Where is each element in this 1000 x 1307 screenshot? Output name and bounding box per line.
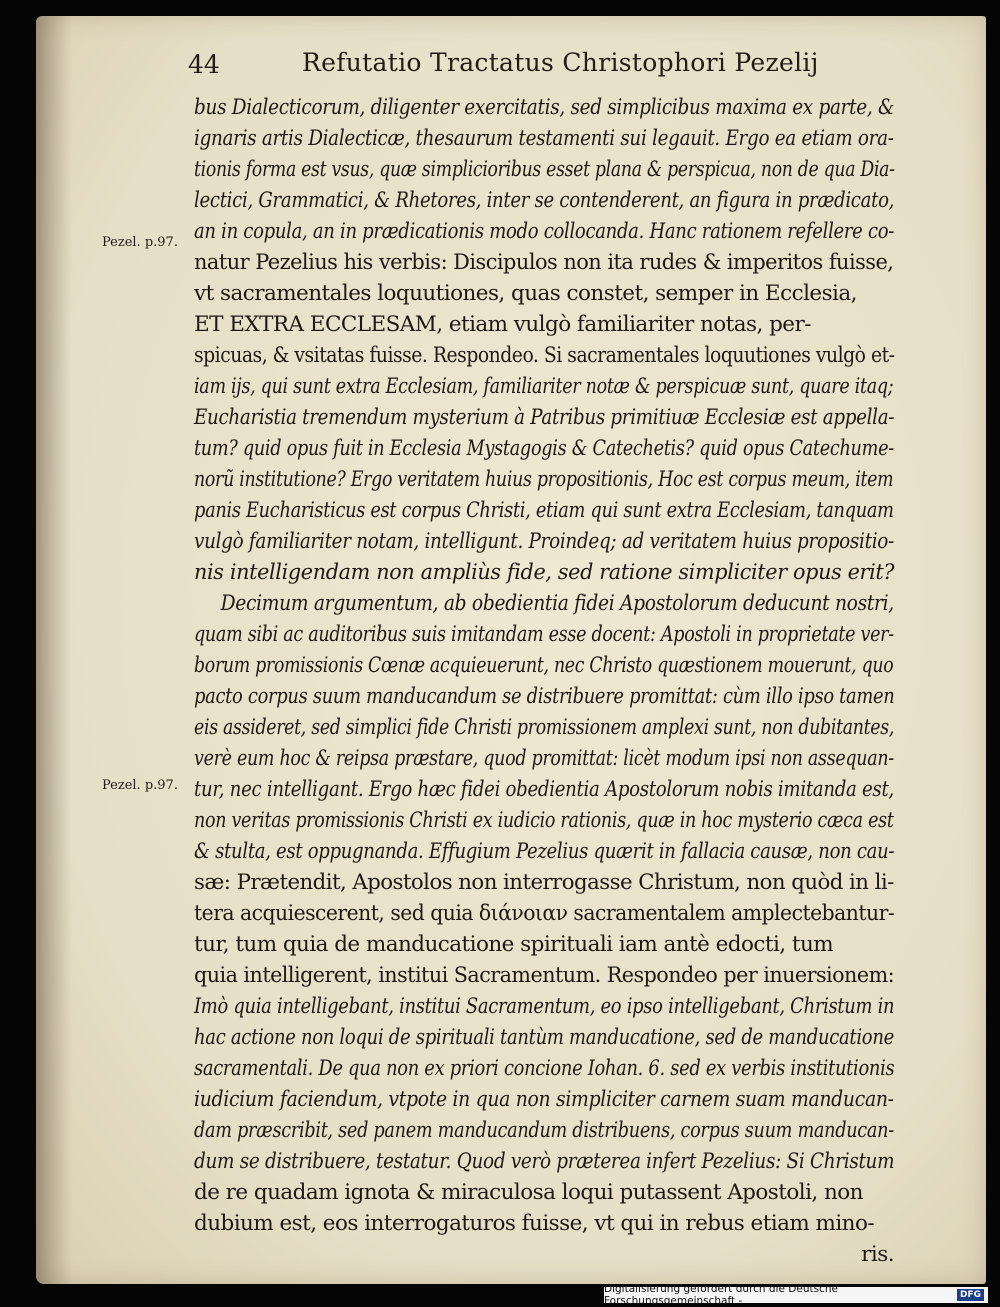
text-line: verè eum hoc & reipsa præstare, quod promittat: licèt modum ipsi non assequan- [194, 746, 894, 770]
text-line: vt sacramentales loquutiones, quas constet, semper in Ecclesia, [194, 281, 857, 306]
text-line: spicuas, & vsitatas fuisse. Respondeo. Si sacramentales loquutiones vulgò et- [194, 343, 895, 368]
digitization-footer [604, 1283, 988, 1307]
text-line: natur Pezelius his verbis: Discipulos non ita rudes & imperitos fuisse, [194, 250, 894, 275]
text-line: an in copula, an in prædicationis modo collocanda. Hanc rationem refellere co- [194, 219, 895, 243]
text-line: Decimum argumentum, ab obedientia fidei Apostolorum deducunt nostri, [220, 591, 894, 615]
text-line: & stulta, est oppugnanda. Effugium Pezelius quærit in fallacia causæ, non cau- [194, 839, 895, 863]
text-line: bus Dialecticorum, diligenter exercitatis, sed simplicibus maxima ex parte, & [194, 95, 895, 119]
text-line: norũ institutione? Ergo veritatem huius propositionis, Hoc est corpus meum, item [194, 467, 894, 491]
text-line: panis Eucharisticus est corpus Christi, etiam qui sunt extra Ecclesiam, tanquam [194, 498, 894, 522]
text-line: tur, tum quia de manducatione spirituali iam antè edocti, tum [194, 932, 834, 957]
text-line: eis assideret, sed simplici fide Christi promissionem amplexi sunt, non dubitantes, [194, 715, 895, 739]
text-line: Imò quia intelligebant, institui Sacramentum, eo ipso intelligebant, Christum in [194, 994, 895, 1018]
margin-note: Pezel. p.97. [102, 235, 178, 250]
text-line: non veritas promissionis Christi ex iudicio rationis, quæ in hoc mysterio cæca est [194, 808, 894, 832]
running-title: Refutatio Tractatus Christophori Pezelij [302, 48, 819, 77]
text-line: dum se distribuere, testatur. Quod verò præterea infert Pezelius: Si Christum [194, 1149, 895, 1173]
text-line: quia intelligerent, institui Sacramentum. Respondeo per inuersionem: [194, 963, 895, 988]
text-line: sacramentali. De qua non ex priori concione Iohan. 6. sed ex verbis institutionis [194, 1056, 895, 1080]
text-line: hac actione non loqui de spirituali tantùm manducatione, sed de manducatione [194, 1025, 894, 1049]
text-line: pacto corpus suum manducandum se distribuere promittat: cùm illo ipso tamen [194, 684, 895, 708]
footer-text: Digitalisierung gefördert durch die Deutsche Forschungsgemeinschaft - [604, 1283, 838, 1307]
text-line: tum? quid opus fuit in Ecclesia Mystagogis & Catechetis? quid opus Catechume- [194, 436, 894, 460]
text-line: de re quadam ignota & miraculosa loqui putassent Apostoli, non [194, 1180, 863, 1205]
page-number: 44 [188, 50, 220, 79]
body-text [194, 92, 894, 1270]
catchword: ris. [861, 1242, 894, 1267]
dfg-logo-icon: DFG [957, 1289, 984, 1301]
page-spine-shadow [36, 16, 72, 1284]
text-line: iudicium faciendum, vtpote in qua non simpliciter carnem suam manducan- [194, 1087, 894, 1111]
text-line: tionis forma est vsus, quæ simplicioribus esset plana & perspicua, non de qua Dia- [194, 157, 895, 181]
page-header [188, 48, 819, 88]
text-line: nis intelligendam non ampliùs fide, sed ratione simpliciter opus erit? [194, 560, 895, 584]
margin-note: Pezel. p.97. [102, 778, 178, 793]
text-line: borum promissionis Cœnæ acquieuerunt, nec Christo quæstionem mouerunt, quo [194, 653, 894, 677]
text-line: quam sibi ac auditoribus suis imitandam esse docent: Apostoli in proprietate ver- [194, 622, 894, 646]
text-line: sæ: Prætendit, Apostolos non interrogasse Christum, non quòd in li- [194, 870, 894, 895]
text-line: iam ijs, qui sunt extra Ecclesiam, familiariter notæ & perspicuæ sunt, quare itaq; [194, 374, 894, 398]
text-line: vulgò familiariter notam, intelligunt. Proindeq; ad veritatem huius propositio- [194, 529, 894, 553]
text-line: ET EXTRA ECCLESAM, etiam vulgò familiariter notas, per- [194, 312, 811, 337]
text-line: dubium est, eos interrogaturos fuisse, vt qui in rebus etiam mino- [194, 1211, 875, 1236]
text-line: lectici, Grammatici, & Rhetores, inter se contenderent, an figura in prædicato, [194, 188, 895, 212]
text-line: Eucharistia tremendum mysterium à Patribus primitiuæ Ecclesiæ est appella- [194, 405, 895, 429]
text-line: ignaris artis Dialecticæ, thesaurum testamenti sui legauit. Ergo ea etiam ora- [194, 126, 894, 150]
text-line: tera acquiescerent, sed quia διάνοιαν sacramentalem amplectebantur- [194, 901, 895, 926]
text-line: dam præscribit, sed panem manducandum distribuens, corpus suum manducan- [194, 1118, 894, 1142]
text-line: tur, nec intelligant. Ergo hæc fidei obedientia Apostolorum nobis imitanda est, [194, 777, 894, 801]
